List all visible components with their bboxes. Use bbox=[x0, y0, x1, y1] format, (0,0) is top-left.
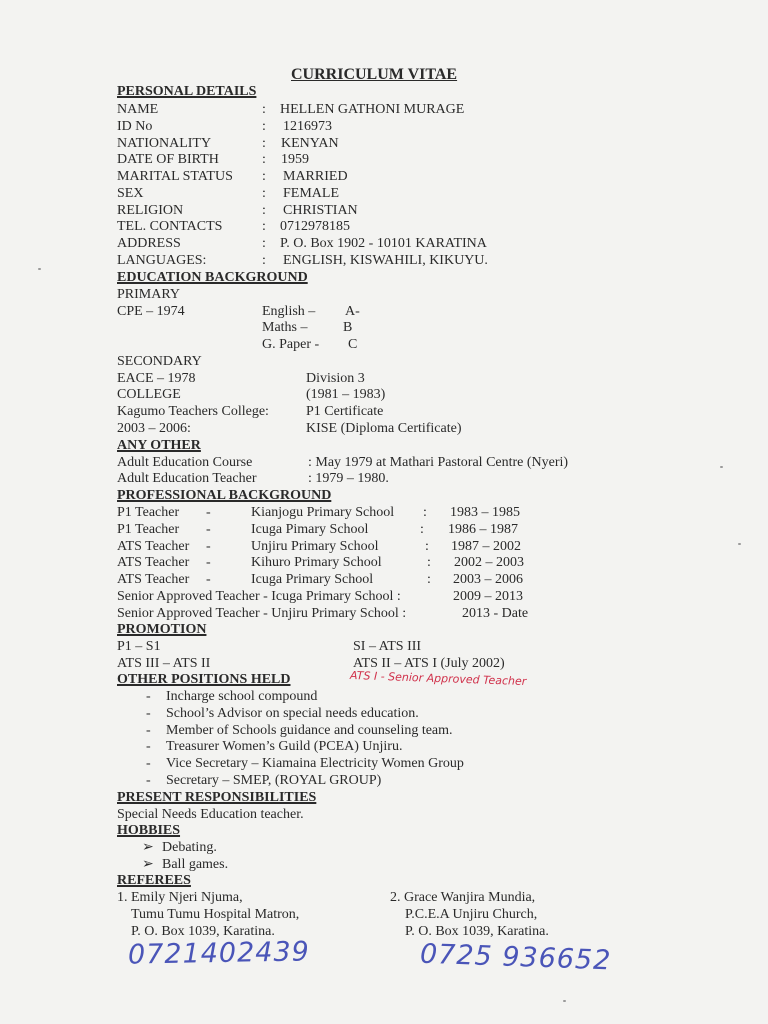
referee-name: 2. Grace Wanjira Mundia, bbox=[390, 890, 536, 905]
senior-years: 2013 - Date bbox=[462, 606, 529, 621]
prof-role: ATS Teacher bbox=[117, 572, 190, 587]
positions-bullet: - bbox=[146, 739, 151, 754]
personal-value: ENGLISH, KISWAHILI, KIKUYU. bbox=[283, 253, 488, 268]
prof-school: Icuga Primary School bbox=[251, 572, 374, 587]
education-heading: EDUCATION BACKGROUND bbox=[117, 270, 308, 285]
prof-sep: : bbox=[425, 539, 429, 554]
prof-role: P1 Teacher bbox=[117, 522, 180, 537]
referee-line: P. O. Box 1039, Karatina. bbox=[405, 924, 549, 939]
personal-value: 1216973 bbox=[283, 119, 332, 134]
personal-label: NATIONALITY bbox=[117, 136, 212, 151]
personal-label: LANGUAGES: bbox=[117, 253, 207, 268]
education-right: (1981 – 1983) bbox=[306, 387, 386, 402]
scan-speck bbox=[38, 268, 41, 270]
position-item: School’s Advisor on special needs education. bbox=[166, 706, 419, 721]
prof-dash: - bbox=[206, 505, 211, 520]
positions-bullet: - bbox=[146, 689, 151, 704]
position-item: Member of Schools guidance and counseling team. bbox=[166, 723, 453, 738]
personal-label: DATE OF BIRTH bbox=[117, 152, 219, 167]
prof-dash: - bbox=[206, 555, 211, 570]
referee-line: Tumu Tumu Hospital Matron, bbox=[131, 907, 300, 922]
secondary-label: SECONDARY bbox=[117, 354, 202, 369]
education-left: 2003 – 2006: bbox=[117, 421, 191, 436]
prof-dash: - bbox=[206, 539, 211, 554]
prof-dash: - bbox=[206, 522, 211, 537]
handwritten-phone: 0725 936652 bbox=[419, 938, 612, 977]
prof-school: Kihuro Primary School bbox=[251, 555, 382, 570]
prof-years: 2003 – 2006 bbox=[453, 572, 523, 587]
prof-sep: : bbox=[427, 572, 431, 587]
other-left: Adult Education Teacher bbox=[117, 471, 257, 486]
referee-line: P. O. Box 1039, Karatina. bbox=[131, 924, 275, 939]
personal-sep: : bbox=[262, 203, 266, 218]
personal-value: P. O. Box 1902 - 10101 KARATINA bbox=[280, 236, 487, 251]
grade-subject: G. Paper - bbox=[262, 337, 320, 352]
personal-value: 1959 bbox=[281, 152, 309, 167]
prof-dash: - bbox=[206, 572, 211, 587]
other-right: : 1979 – 1980. bbox=[308, 471, 389, 486]
promotion-heading: PROMOTION bbox=[117, 622, 207, 637]
education-right: P1 Certificate bbox=[306, 404, 384, 419]
scan-speck bbox=[563, 1000, 566, 1002]
prof-sep: : bbox=[420, 522, 424, 537]
personal-value: FEMALE bbox=[283, 186, 339, 201]
education-left: EACE – 1978 bbox=[117, 371, 196, 386]
personal-label: ID No bbox=[117, 119, 153, 134]
position-item: Vice Secretary – Kiamaina Electricity Women Group bbox=[166, 756, 464, 771]
personal-label: RELIGION bbox=[117, 203, 184, 218]
prof-role: ATS Teacher bbox=[117, 555, 190, 570]
other-left: Adult Education Course bbox=[117, 455, 253, 470]
referee-line: P.C.E.A Unjiru Church, bbox=[405, 907, 538, 922]
personal-label: MARITAL STATUS bbox=[117, 169, 233, 184]
handwritten-phone: 0721402439 bbox=[127, 936, 311, 971]
professional-heading: PROFESSIONAL BACKGROUND bbox=[117, 488, 332, 503]
arrow-bullet-icon: ➢ bbox=[142, 840, 154, 855]
any-other-heading: ANY OTHER bbox=[117, 438, 201, 453]
personal-sep: : bbox=[262, 119, 266, 134]
referee-name: 1. Emily Njeri Njuma, bbox=[117, 890, 243, 905]
personal-value: CHRISTIAN bbox=[283, 203, 358, 218]
prof-school: Kianjogu Primary School bbox=[251, 505, 395, 520]
other-right: : May 1979 at Mathari Pastoral Centre (Nyeri) bbox=[308, 455, 569, 470]
grade-value: C bbox=[348, 337, 358, 352]
document-title: CURRICULUM VITAE bbox=[291, 66, 458, 83]
personal-details-heading: PERSONAL DETAILS bbox=[117, 84, 257, 99]
personal-sep: : bbox=[262, 152, 266, 167]
prof-years: 1983 – 1985 bbox=[450, 505, 520, 520]
education-left: Kagumo Teachers College: bbox=[117, 404, 269, 419]
personal-value: 0712978185 bbox=[280, 219, 350, 234]
personal-value: MARRIED bbox=[283, 169, 348, 184]
grade-value: A- bbox=[345, 304, 360, 319]
scan-speck bbox=[738, 543, 741, 545]
personal-sep: : bbox=[262, 102, 266, 117]
prof-role: P1 Teacher bbox=[117, 505, 180, 520]
handwritten-note: ATS I - Senior Approved Teacher bbox=[349, 668, 527, 689]
position-item: Incharge school compound bbox=[166, 689, 318, 704]
referees-heading: REFEREES bbox=[117, 873, 191, 888]
education-right: KISE (Diploma Certificate) bbox=[306, 421, 462, 436]
prof-years: 1987 – 2002 bbox=[451, 539, 521, 554]
grade-subject: English – bbox=[262, 304, 316, 319]
personal-label: NAME bbox=[117, 102, 159, 117]
personal-sep: : bbox=[262, 236, 266, 251]
personal-sep: : bbox=[262, 186, 266, 201]
personal-sep: : bbox=[262, 136, 266, 151]
education-right: Division 3 bbox=[306, 371, 365, 386]
scan-speck bbox=[720, 466, 723, 468]
personal-sep: : bbox=[262, 169, 266, 184]
personal-sep: : bbox=[262, 219, 266, 234]
senior-text: Senior Approved Teacher - Unjiru Primary School : bbox=[117, 606, 407, 621]
prof-sep: : bbox=[423, 505, 427, 520]
promotion-item: SI – ATS III bbox=[353, 639, 422, 654]
promotion-item: ATS III – ATS II bbox=[117, 656, 211, 671]
prof-school: Icuga Pimary School bbox=[251, 522, 369, 537]
positions-bullet: - bbox=[146, 756, 151, 771]
personal-label: SEX bbox=[117, 186, 144, 201]
personal-label: ADDRESS bbox=[117, 236, 181, 251]
responsibilities-heading: PRESENT RESPONSIBILITIES bbox=[117, 790, 317, 805]
hobbies-heading: HOBBIES bbox=[117, 823, 181, 838]
position-item: Secretary – SMEP, (ROYAL GROUP) bbox=[166, 773, 382, 788]
prof-role: ATS Teacher bbox=[117, 539, 190, 554]
positions-bullet: - bbox=[146, 723, 151, 738]
positions-bullet: - bbox=[146, 773, 151, 788]
education-left: COLLEGE bbox=[117, 387, 181, 402]
senior-years: 2009 – 2013 bbox=[453, 589, 523, 604]
promotion-item: ATS II – ATS I (July 2002) bbox=[353, 656, 505, 671]
positions-bullet: - bbox=[146, 706, 151, 721]
positions-heading: OTHER POSITIONS HELD bbox=[117, 672, 291, 687]
hobby-item: Ball games. bbox=[162, 857, 229, 872]
prof-sep: : bbox=[427, 555, 431, 570]
prof-years: 1986 – 1987 bbox=[448, 522, 518, 537]
arrow-bullet-icon: ➢ bbox=[142, 857, 154, 872]
grade-value: B bbox=[343, 320, 353, 335]
position-item: Treasurer Women’s Guild (PCEA) Unjiru. bbox=[166, 739, 403, 754]
senior-text: Senior Approved Teacher - Icuga Primary School : bbox=[117, 589, 401, 604]
personal-label: TEL. CONTACTS bbox=[117, 219, 223, 234]
cpe-label: CPE – 1974 bbox=[117, 304, 185, 319]
prof-years: 2002 – 2003 bbox=[454, 555, 524, 570]
hobby-item: Debating. bbox=[162, 840, 217, 855]
primary-label: PRIMARY bbox=[117, 287, 181, 302]
promotion-item: P1 – S1 bbox=[117, 639, 161, 654]
personal-value: HELLEN GATHONI MURAGE bbox=[280, 102, 465, 117]
grade-subject: Maths – bbox=[262, 320, 308, 335]
personal-sep: : bbox=[262, 253, 266, 268]
responsibilities-text: Special Needs Education teacher. bbox=[117, 807, 304, 822]
personal-value: KENYAN bbox=[281, 136, 339, 151]
prof-school: Unjiru Primary School bbox=[251, 539, 379, 554]
